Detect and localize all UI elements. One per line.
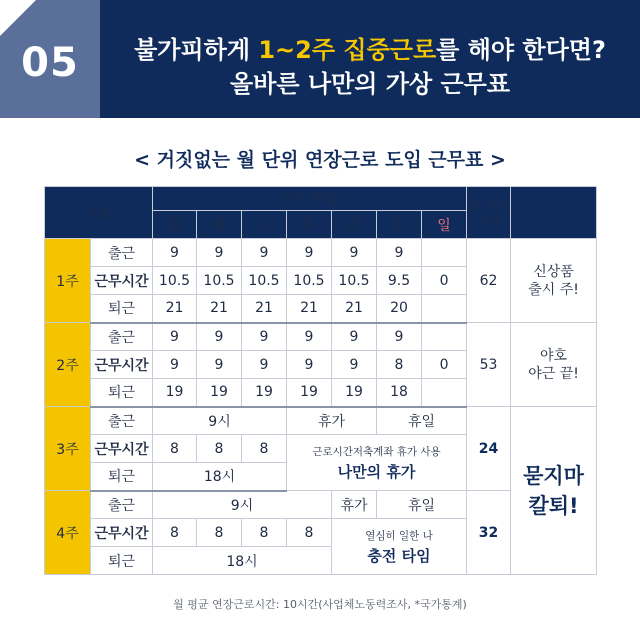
cell: 9 (332, 323, 377, 351)
header-total: 총 근로 시간 (467, 187, 511, 239)
cell: 9 (242, 323, 287, 351)
cell: 9 (153, 239, 197, 267)
cell: 9 (377, 323, 422, 351)
header-schedule: 근무 편성 (153, 187, 467, 211)
cell: 8 (377, 351, 422, 379)
cell: 9 (242, 239, 287, 267)
week-2-total: 53 (467, 323, 511, 407)
week-3-out: 18시 (153, 463, 287, 491)
cell: 19 (287, 379, 332, 407)
cell: 21 (332, 295, 377, 323)
week-1-label: 1주 (45, 239, 91, 323)
cell: 9 (197, 323, 242, 351)
table-title (0, 145, 640, 172)
cell: 9 (287, 351, 332, 379)
cell: 21 (197, 295, 242, 323)
day-tue: 화 (197, 211, 242, 239)
cell: 21 (287, 295, 332, 323)
title-line-2: 올바른 나만의 가상 근무표 (229, 70, 511, 98)
title-highlight: 1~2주 집중근로 (258, 36, 437, 64)
week-2-note: 야호 야근 끝! (511, 323, 597, 407)
cell-sunday-zero: 0 (422, 351, 467, 379)
week-4-leave-note (332, 519, 467, 575)
row-label-in: 출근 (91, 323, 153, 351)
day-wed: 수 (242, 211, 287, 239)
corner-cut (0, 0, 36, 36)
cell: 8 (153, 435, 197, 463)
week-1-total: 62 (467, 239, 511, 323)
week-4-total: 32 (467, 491, 511, 575)
cell: 9.5 (377, 267, 422, 295)
title-suffix: 를 해야 한다면? (436, 36, 606, 64)
section-number-box (0, 0, 100, 118)
section-number: 05 (21, 40, 79, 86)
cell: 19 (242, 379, 287, 407)
table-title-text: 거짓없는 월 단위 연장근로 도입 근무표 (156, 149, 484, 171)
week-3-in: 9시 (153, 407, 287, 435)
cell: 9 (287, 239, 332, 267)
week-2-label: 2주 (45, 323, 91, 407)
cell: 19 (197, 379, 242, 407)
cell: 8 (197, 435, 242, 463)
week-4-in: 9시 (153, 491, 332, 519)
week-3-leave-note-small: 근로시간저축계좌 휴가 사용 (312, 445, 441, 458)
cell-sunday-zero: 0 (422, 267, 467, 295)
cell: 10.5 (332, 267, 377, 295)
cell-empty (422, 239, 467, 267)
cell: 19 (332, 379, 377, 407)
cell: 9 (197, 239, 242, 267)
row-label-hours: 근무시간 (91, 267, 153, 295)
week-3-holiday: 휴일 (377, 407, 467, 435)
cell: 8 (242, 435, 287, 463)
cell: 19 (153, 379, 197, 407)
week-3-leave-note-strong: 나만의 휴가 (337, 462, 416, 481)
week-4-out: 18시 (153, 547, 332, 575)
cell: 10.5 (242, 267, 287, 295)
title-prefix: 불가피하게 (134, 36, 259, 64)
cell: 8 (242, 519, 287, 547)
week-4-leave-note-small: 열심히 일한 나 (365, 529, 433, 542)
cell: 8 (287, 519, 332, 547)
cell: 9 (332, 239, 377, 267)
day-sat: 토 (377, 211, 422, 239)
row-label-out: 퇴근 (91, 547, 153, 575)
week-4-holiday: 휴일 (377, 491, 467, 519)
week-3-label: 3주 (45, 407, 91, 491)
day-mon: 월 (153, 211, 197, 239)
row-label-in: 출근 (91, 239, 153, 267)
cell: 9 (377, 239, 422, 267)
cell: 10.5 (197, 267, 242, 295)
week-3-leave-note (287, 435, 467, 491)
day-sun: 일 (422, 211, 467, 239)
day-fri: 금 (332, 211, 377, 239)
cell: 8 (153, 519, 197, 547)
week-3-leave: 휴가 (287, 407, 377, 435)
week-4-label: 4주 (45, 491, 91, 575)
row-label-in: 출근 (91, 407, 153, 435)
header-category: 구분 (45, 187, 153, 239)
right-bracket: > (490, 149, 506, 171)
cell: 9 (197, 351, 242, 379)
cell: 9 (153, 351, 197, 379)
header-note (511, 187, 597, 239)
row-label-out: 퇴근 (91, 295, 153, 323)
row-label-out: 퇴근 (91, 463, 153, 491)
cell: 9 (332, 351, 377, 379)
left-bracket: < (134, 149, 150, 171)
cell: 9 (153, 323, 197, 351)
row-label-hours: 근무시간 (91, 519, 153, 547)
day-thu: 목 (287, 211, 332, 239)
cell: 18 (377, 379, 422, 407)
week-1-note: 신상품 출시 주! (511, 239, 597, 323)
week-3-total: 24 (467, 407, 511, 491)
cell: 9 (287, 323, 332, 351)
work-schedule-table (44, 186, 597, 575)
row-label-out: 퇴근 (91, 379, 153, 407)
source-footnote: 월 평균 연장근로시간: 10시간(사업체노동력조사, *국가통계) (173, 598, 467, 611)
cell: 9 (242, 351, 287, 379)
cell: 21 (153, 295, 197, 323)
cell-empty (422, 379, 467, 407)
row-label-hours: 근무시간 (91, 351, 153, 379)
row-label-hours: 근무시간 (91, 435, 153, 463)
cell: 10.5 (153, 267, 197, 295)
cell: 21 (242, 295, 287, 323)
title-line-1 (100, 30, 640, 65)
week-4-leave-note-strong: 충전 타임 (367, 546, 431, 565)
cell-empty (422, 323, 467, 351)
cell-empty (422, 295, 467, 323)
cell: 8 (197, 519, 242, 547)
row-label-in: 출근 (91, 491, 153, 519)
header-banner (0, 0, 640, 118)
cell: 20 (377, 295, 422, 323)
weeks-3-4-note: 묻지마 칼퇴! (511, 407, 597, 575)
cell: 10.5 (287, 267, 332, 295)
week-4-leave: 휴가 (332, 491, 377, 519)
